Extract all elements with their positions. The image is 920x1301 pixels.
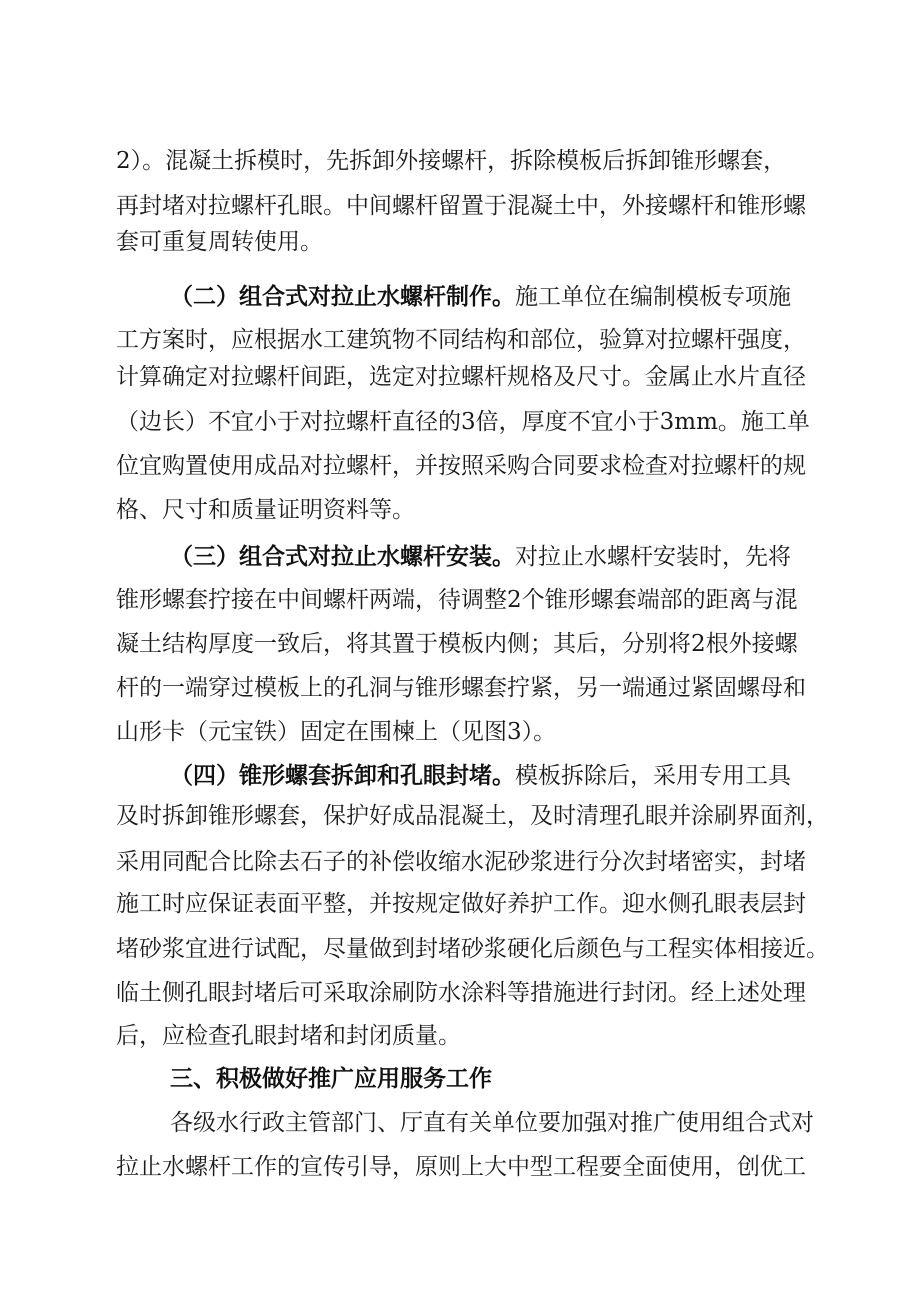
text-line: 临土侧孔眼封堵后可采取涂刷防水涂料等措施进行封闭。经上述处理 — [116, 980, 806, 1006]
section-3-first-line — [170, 537, 791, 577]
text-line: 工方案时，应根据水工建筑物不同结构和部位，验算对拉螺杆强度， — [116, 327, 806, 353]
section-4-first-line — [170, 756, 791, 796]
text-line: 拉止水螺杆工作的宣传引导，原则上大中型工程要全面使用，创优工 — [116, 1154, 806, 1180]
text-line: （边长）不宜小于对拉螺杆直径的3倍，厚度不宜小于3mm。施工单 — [116, 409, 810, 435]
section-4-heading: （四）锥形螺套拆卸和孔眼封堵。 — [170, 763, 515, 789]
text-line: 再封堵对拉螺杆孔眼。中间螺杆留置于混凝土中，外接螺杆和锥形螺 — [116, 193, 806, 219]
part-3-heading: 三、积极做好推广应用服务工作 — [170, 1066, 492, 1092]
text-line: 各级水行政主管部门、厅直有关单位要加强对推广使用组合式对 — [170, 1110, 814, 1136]
section-3-first-line-text: 对拉止水螺杆安装时，先将 — [515, 544, 791, 570]
text-line: 堵砂浆宜进行试配，尽量做到封堵砂浆硬化后颜色与工程实体相接近。 — [116, 936, 829, 962]
text-line: 杆的一端穿过模板上的孔洞与锥形螺套拧紧，另一端通过紧固螺母和 — [116, 675, 806, 701]
text-line: 2）。混凝土拆模时，先拆卸外接螺杆，拆除模板后拆卸锥形螺套， — [116, 148, 787, 174]
text-line: 采用同配合比除去石子的补偿收缩水泥砂浆进行分次封堵密实，封堵 — [116, 849, 806, 875]
text-line: 锥形螺套拧接在中间螺杆两端，待调整2个锥形螺套端部的距离与混 — [116, 587, 798, 613]
section-2-heading: （二）组合式对拉止水螺杆制作。 — [170, 284, 515, 310]
text-line: 凝土结构厚度一致后，将其置于模板内侧；其后，分别将2根外接螺 — [116, 631, 798, 657]
text-line: 及时拆卸锥形螺套，保护好成品混凝土，及时清理孔眼并涂刷界面剂， — [116, 803, 829, 829]
text-line: 山形卡（元宝铁）固定在围楝上（见图3）。 — [116, 719, 557, 745]
text-line: 套可重复周转使用。 — [116, 229, 323, 255]
text-line: 后，应检查孔眼封堵和封闭质量。 — [116, 1023, 461, 1049]
text-line: 格、尺寸和质量证明资料等。 — [116, 497, 415, 523]
text-line: 施工时应保证表面平整，并按规定做好养护工作。迎水侧孔眼表层封 — [116, 891, 806, 917]
section-2-first-line-text: 施工单位在编制模板专项施 — [515, 284, 791, 310]
text-line: 计算确定对拉螺杆间距，选定对拉螺杆规格及尺寸。金属止水片直径 — [116, 364, 806, 390]
section-3-heading: （三）组合式对拉止水螺杆安装。 — [170, 544, 515, 570]
text-line: 位宜购置使用成品对拉螺杆，并按照采购合同要求检查对拉螺杆的规 — [116, 453, 806, 479]
section-2-first-line — [170, 277, 791, 317]
section-4-first-line-text: 模板拆除后，采用专用工具 — [515, 763, 791, 789]
